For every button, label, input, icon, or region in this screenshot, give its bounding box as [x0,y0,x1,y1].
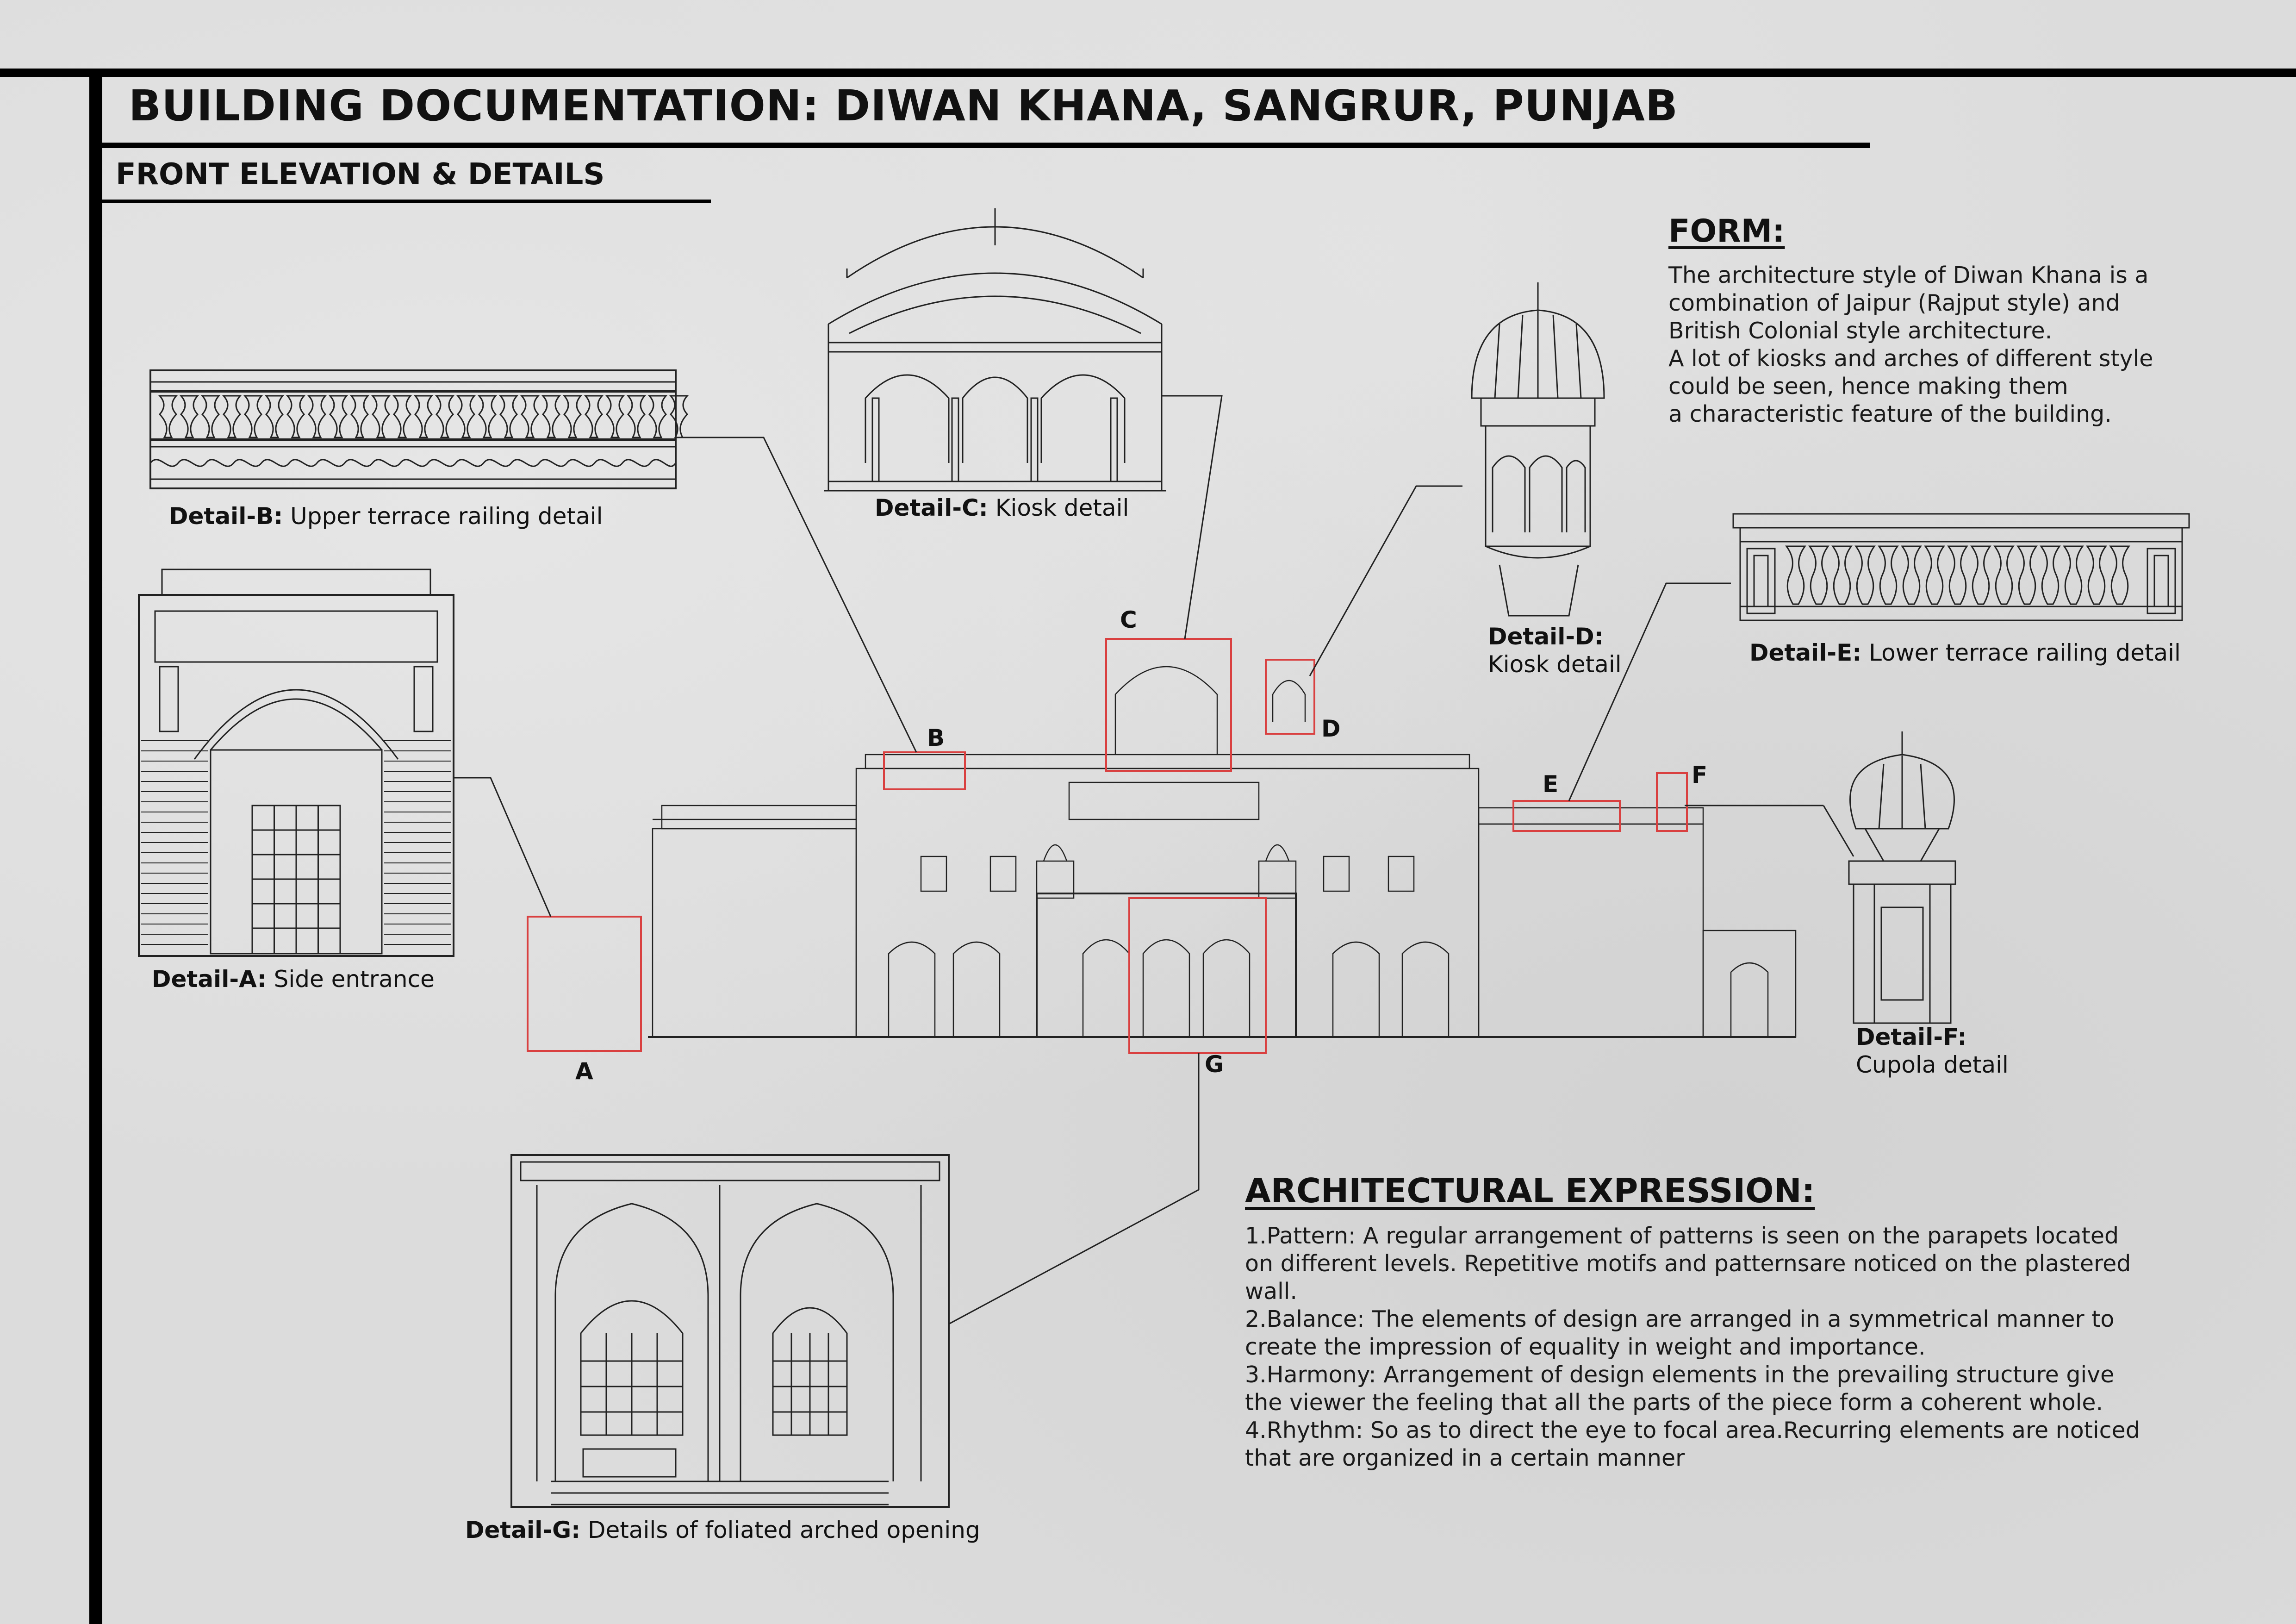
form-line: combination of Jaipur (Rajput style) and [1668,290,2120,316]
highlight-box-e [1513,801,1620,831]
page-subtitle: FRONT ELEVATION & DETAILS [116,157,605,192]
baluster [628,396,645,437]
baluster [1856,546,1874,604]
marker-f: F [1692,762,1708,788]
detail-b-balusters [160,396,687,437]
form-line: a characteristic feature of the building. [1668,401,2112,427]
caption-detail-f [1856,1023,2009,1079]
baluster [479,396,496,437]
baluster [266,396,283,437]
expression-paragraph [1245,1222,2140,1472]
page-title: BUILDING DOCUMENTATION: DIWAN KHANA, SANGRUR, PUNJAB [129,81,1678,131]
highlight-box-c [1106,639,1231,771]
marker-g: G [1205,1051,1224,1078]
caption-detail-d [1488,623,1622,678]
detail-e-balusters [1786,546,2129,604]
caption-detail-e-text: Lower terrace railing detail [1869,639,2181,666]
baluster [160,396,176,437]
baluster [649,396,666,437]
caption-detail-c [875,494,1129,522]
baluster [500,396,517,437]
caption-detail-g-text: Details of foliated arched opening [588,1517,980,1543]
marker-b: B [927,725,945,751]
detail-e-drawing [1733,514,2189,620]
highlight-box-f [1657,773,1687,831]
form-heading: FORM: [1668,213,1785,250]
baluster [373,396,389,437]
caption-detail-b-text: Upper terrace railing detail [290,503,603,530]
caption-detail-g-label: Detail-G: [465,1517,581,1543]
baluster [415,396,432,437]
baluster [2018,546,2036,604]
highlight-boxes [528,639,1687,1053]
expression-line: 1.Pattern: A regular arrangement of patterns is seen on the parapets located [1245,1223,2119,1249]
detail-a-drawing [139,569,454,956]
form-line: The architecture style of Diwan Khana is a [1668,262,2149,288]
baluster [1810,546,1828,604]
form-line: could be seen, hence making them [1668,373,2068,400]
baluster [2110,546,2129,604]
baluster [245,396,261,437]
caption-detail-g [465,1516,980,1544]
highlight-box-a [528,917,641,1051]
caption-detail-e [1749,639,2181,667]
baluster [1879,546,1898,604]
expression-line: 4.Rhythm: So as to direct the eye to focal area.Recurring elements are noticed [1245,1417,2140,1443]
baluster [351,396,368,437]
baluster [394,396,411,437]
baluster [2041,546,2060,604]
detail-c-drawing [824,208,1166,491]
baluster [564,396,581,437]
baluster [1972,546,1990,604]
highlight-box-g [1129,898,1266,1053]
form-paragraph [1668,262,2153,428]
caption-detail-a-text: Side entrance [274,966,435,993]
leader-f2 [1823,806,1854,856]
detail-d-drawing [1472,282,1604,616]
leader-b [676,437,916,752]
baluster [181,396,198,437]
baluster [309,396,325,437]
baluster [1995,546,2013,604]
baluster [1925,546,1944,604]
marker-a: A [575,1058,593,1085]
leader-d [1310,486,1462,676]
caption-detail-f-text: Cupola detail [1856,1051,2009,1078]
leader-c [1162,396,1222,639]
detail-f-drawing [1849,731,1955,1023]
baluster [224,396,240,437]
expression-line: create the impression of equality in weight and importance. [1245,1334,1926,1360]
caption-detail-c-text: Kiosk detail [995,494,1129,521]
baluster [2087,546,2106,604]
leader-a [454,778,551,917]
baluster [543,396,560,437]
expression-line: that are organized in a certain manner [1245,1445,1685,1471]
detail-b-drawing [150,370,687,488]
detail-g-window-grid [581,1333,847,1435]
caption-detail-a [152,965,435,993]
highlight-box-b [884,752,965,789]
expression-heading: ARCHITECTURAL EXPRESSION: [1245,1171,1815,1210]
baluster [2064,546,2083,604]
caption-detail-a-label: Detail-A: [152,966,267,993]
front-elevation-drawing [648,667,1796,1037]
baluster [585,396,602,437]
leader-g [949,1053,1199,1324]
caption-detail-b-label: Detail-B: [169,503,283,530]
baluster [436,396,453,437]
baluster [1786,546,1805,604]
caption-detail-f-label: Detail-F: [1856,1024,1967,1050]
baluster [287,396,304,437]
detail-a-door-grid [252,806,340,954]
caption-detail-d-label: Detail-D: [1488,623,1604,650]
baluster [671,396,687,437]
marker-e: E [1543,771,1559,798]
baluster [607,396,623,437]
baluster [202,396,219,437]
caption-detail-d-text: Kiosk detail [1488,651,1622,678]
caption-detail-b [169,502,603,530]
form-line: A lot of kiosks and arches of different style [1668,345,2153,372]
marker-c: C [1120,606,1137,633]
marker-d: D [1321,715,1341,742]
form-line: British Colonial style architecture. [1668,318,2053,344]
baluster [1902,546,1921,604]
caption-detail-e-label: Detail-E: [1749,639,1862,666]
caption-detail-c-label: Detail-C: [875,494,988,521]
expression-line: the viewer the feeling that all the parts of the piece form a coherent whole. [1245,1389,2103,1416]
baluster [522,396,538,437]
baluster [330,396,347,437]
baluster [1948,546,1967,604]
baluster [458,396,474,437]
expression-line: wall. [1245,1278,1297,1305]
expression-line: on different levels. Repetitive motifs and patternsare noticed on the plastered [1245,1250,2131,1277]
expression-line: 2.Balance: The elements of design are arranged in a symmetrical manner to [1245,1306,2115,1332]
expression-line: 3.Harmony: Arrangement of design elements in the prevailing structure give [1245,1362,2115,1388]
baluster [1833,546,1851,604]
detail-g-drawing [511,1155,949,1507]
